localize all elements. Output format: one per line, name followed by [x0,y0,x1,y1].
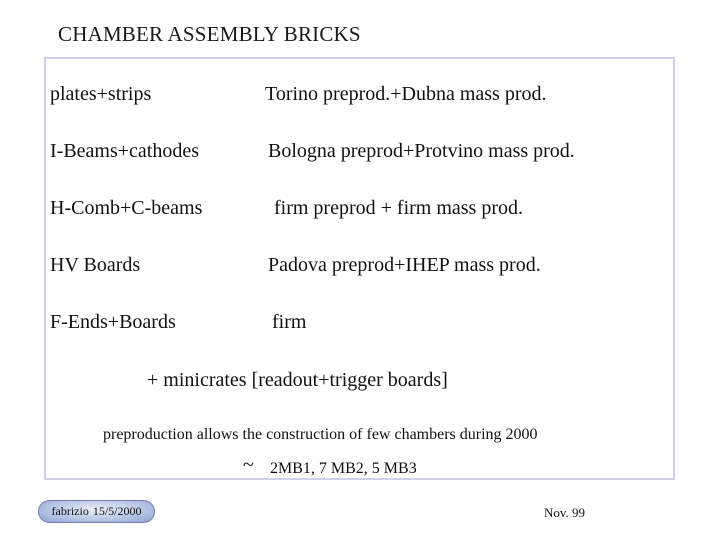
minicrates-note: + minicrates [readout+trigger boards] [147,369,448,391]
brick-name-hcomb: H-Comb+C-beams [50,197,203,219]
brick-name-ibeams: I-Beams+cathodes [50,140,200,162]
chamber-counts: 2MB1, 7 MB2, 5 MB3 [270,460,417,477]
brick-producer-hcomb: firm preprod + firm mass prod. [274,197,524,219]
author-badge [38,500,155,523]
brick-name-hv-boards: HV Boards [50,254,141,276]
author-date: 15/5/2000 [92,504,142,518]
brick-producer-fends: firm [272,311,307,333]
brick-name-plates: plates+strips [50,83,152,105]
brick-producer-hv-boards: Padova preprod+IHEP mass prod. [268,254,541,276]
footer-date: Nov. 99 [544,505,586,520]
brick-name-fends: F-Ends+Boards [50,311,176,333]
brick-producer-plates: Torino preprod.+Dubna mass prod. [265,83,547,105]
brick-producer-ibeams: Bologna preprod+Protvino mass prod. [268,140,575,162]
author-name: fabrizio [51,504,89,518]
preproduction-note: preproduction allows the construction of few chambers during 2000 [103,426,538,443]
slide-title: CHAMBER ASSEMBLY BRICKS [58,22,361,46]
approx-symbol: ~ [243,454,254,476]
